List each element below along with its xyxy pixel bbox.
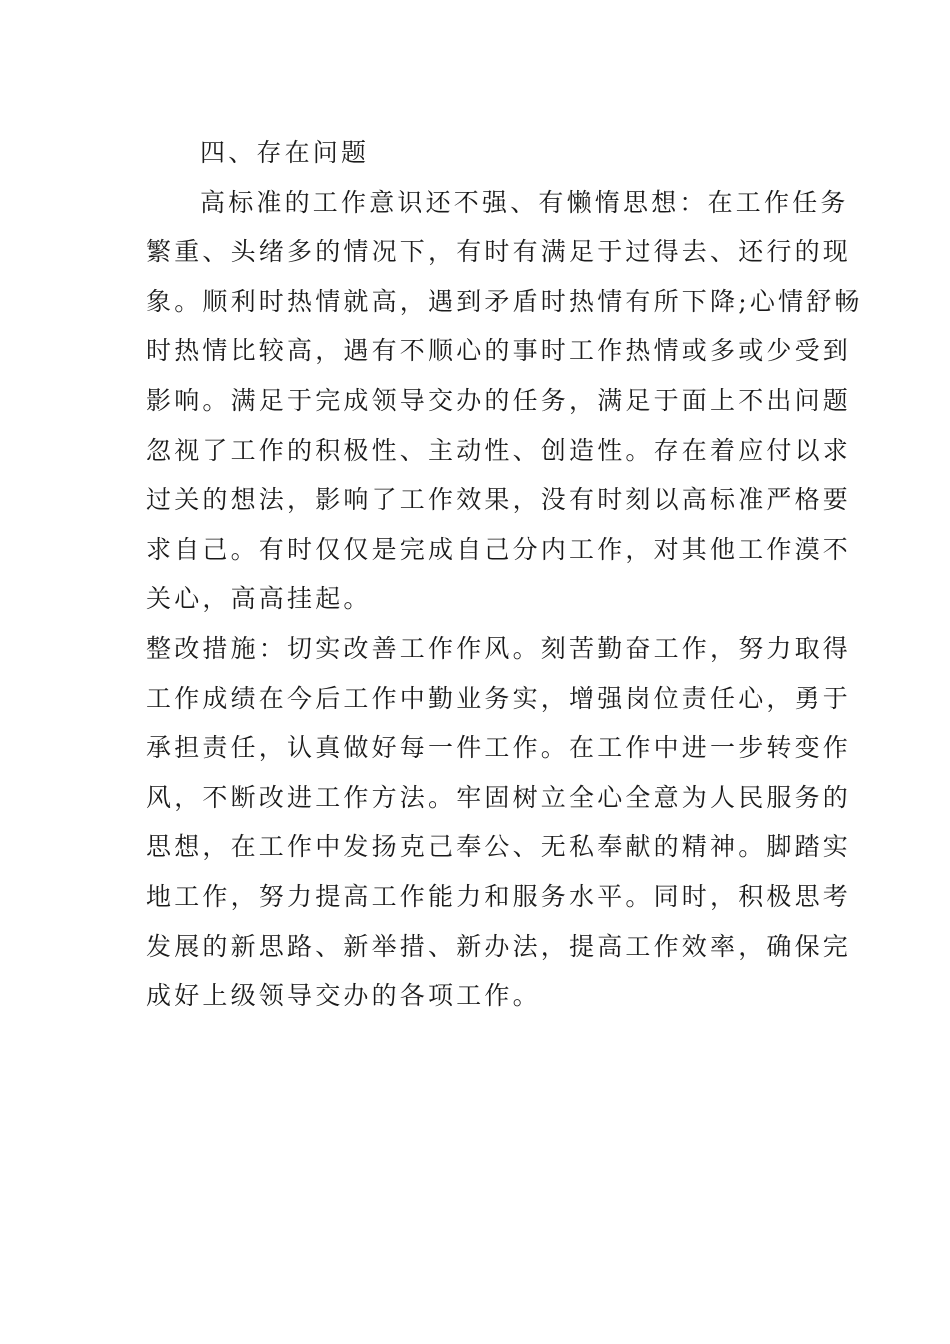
rectification-line: 发展的新思路、新举措、新办法，提高工作效率，确保完 (146, 931, 852, 961)
problem-line: 象。顺利时热情就高，遇到矛盾时热情有所下降;心情舒畅 (146, 286, 863, 316)
rectification-line: 工作成绩在今后工作中勤业务实，增强岗位责任心，勇于 (146, 683, 852, 713)
rectification-line: 承担责任，认真做好每一件工作。在工作中进一步转变作 (146, 733, 852, 763)
section-heading: 四、存在问题 (200, 138, 370, 167)
rectification-line: 整改措施：切实改善工作作风。刻苦勤奋工作，努力取得 (146, 633, 852, 663)
rectification-line: 成好上级领导交办的各项工作。 (146, 981, 541, 1011)
rectification-paragraph (146, 624, 852, 1021)
problem-line: 时热情比较高，遇有不顺心的事时工作热情或多或少受到 (146, 336, 852, 366)
rectification-line: 风，不断改进工作方法。牢固树立全心全意为人民服务的 (146, 782, 852, 812)
rectification-line: 思想，在工作中发扬克己奉公、无私奉献的精神。脚踏实 (146, 832, 852, 862)
document-body (146, 128, 863, 1021)
problem-line: 求自己。有时仅仅是完成自己分内工作，对其他工作漠不 (146, 534, 852, 564)
problem-line: 关心，高高挂起。 (146, 584, 372, 614)
problem-line: 繁重、头绪多的情况下，有时有满足于过得去、还行的现 (146, 237, 852, 267)
rectification-line: 地工作，努力提高工作能力和服务水平。同时，积极思考 (146, 881, 852, 911)
problem-line: 影响。满足于完成领导交办的任务，满足于面上不出问题 (146, 385, 852, 415)
problem-paragraph (146, 178, 863, 624)
problem-line: 过关的想法，影响了工作效果，没有时刻以高标准严格要 (146, 485, 852, 515)
problem-line: 忽视了工作的积极性、主动性、创造性。存在着应付以求 (146, 435, 852, 465)
problem-line: 高标准的工作意识还不强、有懒惰思想：在工作任务 (200, 187, 849, 217)
